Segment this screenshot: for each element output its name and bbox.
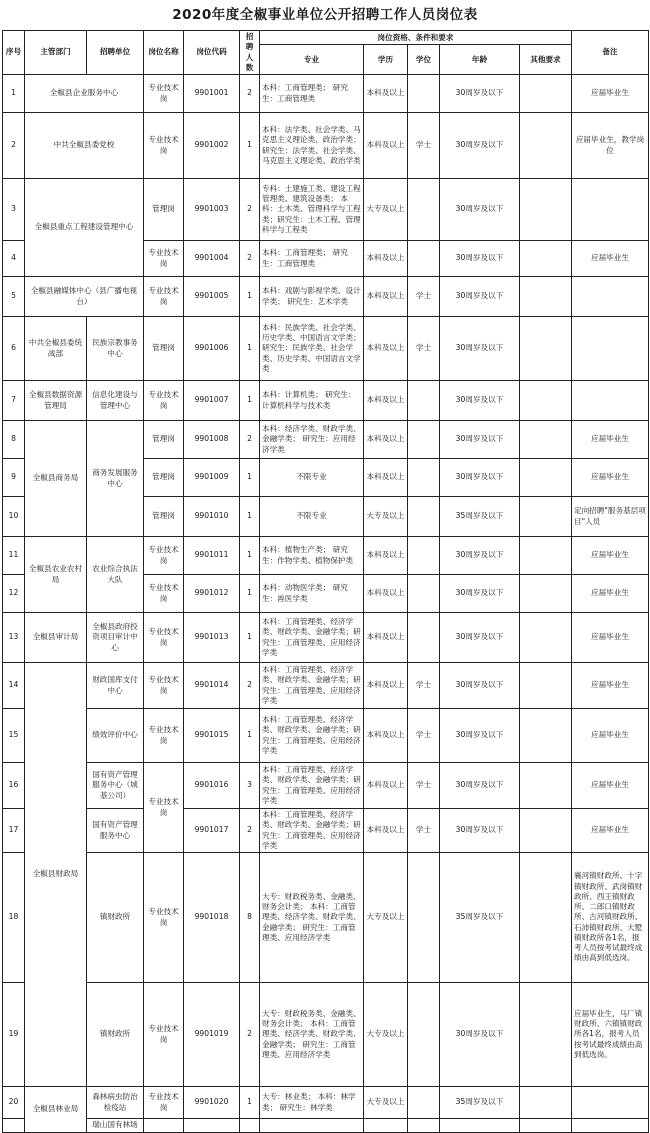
cell-unit: 镇财政所 [87,983,144,1087]
cell-num: 8 [240,853,260,983]
cell-degree: 学士 [408,317,440,381]
cell-note: 襄河镇财政所、十字镇财政所、武岗镇财政所、西王镇财政所、二郎口镇财政所、古河镇财政所、石沛镇财政所、大墅镇财政所各1名，报考人员按考试最终成绩由高到低选岗。 [572,853,649,983]
table-row [3,709,649,763]
table-row [3,75,649,113]
cell-pos: 专业技术岗 [144,853,184,983]
cell-major: 本科：工商管理类、经济学类、财政学类、金融学类；研究生：工商管理类、应用经济学类 [260,809,364,853]
cell-age: 30周岁及以下 [440,575,520,613]
cell-major: 不限专业 [260,459,364,497]
cell-code: 9901018 [184,853,240,983]
cell-degree [408,497,440,537]
cell-num: 1 [240,113,260,179]
cell-edu: 本科及以上 [364,381,408,421]
cell-major: 本科：工商管理类； 研究生：工商管理类 [260,75,364,113]
cell-unit: 国有资产管理服务中心 [87,809,144,853]
cell-num: 1 [240,575,260,613]
cell-num: 2 [240,179,260,241]
cell-note: 应届毕业生 [572,421,649,459]
table-row [3,853,649,983]
cell-dept: 全椒县企业服务中心 [25,75,144,113]
table-row [3,113,649,179]
cell-pos: 专业技术岗 [144,983,184,1087]
cell-unit: 绩效评价中心 [87,709,144,763]
cell-pos: 管理岗 [144,179,184,241]
cell-unit: 农业综合执法大队 [87,537,144,613]
cell-num: 2 [240,241,260,277]
cell-code: 9901001 [184,75,240,113]
cell-num: 1 [240,381,260,421]
cell-degree [408,1119,440,1133]
cell-age [440,1119,520,1133]
cell-code: 9901017 [184,809,240,853]
cell-age: 30周岁及以下 [440,113,520,179]
table-row [3,1119,649,1133]
cell-degree [408,983,440,1087]
col-header-other: 其他要求 [520,45,572,75]
col-header-num: 招聘人数 [240,31,260,75]
col-header-note: 备注 [572,31,649,75]
cell-note [572,1119,649,1133]
cell-degree [408,613,440,663]
cell-code: 9901019 [184,983,240,1087]
cell-unit: 瑞山国有林场 [87,1119,144,1133]
cell-other [520,381,572,421]
cell-major [260,1119,364,1133]
cell-seq [3,1119,25,1133]
col-header-pos: 岗位名称 [144,31,184,75]
cell-major: 本科：植物生产类； 研究生：作物学类、植物保护类 [260,537,364,575]
cell-seq: 16 [3,763,25,809]
cell-dept: 全椒县重点工程建设管理中心 [25,179,144,277]
cell-code: 9901014 [184,663,240,709]
cell-other [520,277,572,317]
cell-dept: 全椒县商务局 [25,421,87,537]
table-row [3,421,649,459]
cell-pos: 管理岗 [144,459,184,497]
cell-other [520,763,572,809]
cell-num: 2 [240,809,260,853]
cell-code: 9901005 [184,277,240,317]
cell-degree [408,421,440,459]
page-title: 2020年度全椒事业单位公开招聘工作人员岗位表 [172,7,478,23]
cell-other [520,537,572,575]
cell-edu [364,1119,408,1133]
cell-unit: 民族宗教事务中心 [87,317,144,381]
cell-degree: 学士 [408,663,440,709]
cell-degree [408,853,440,983]
cell-other [520,809,572,853]
cell-pos [144,1119,184,1133]
positions-table [2,30,649,1133]
cell-pos: 专业技术岗 [144,709,184,763]
cell-pos: 专业技术岗 [144,575,184,613]
col-header-age: 年龄 [440,45,520,75]
cell-dept: 全椒县审计局 [25,613,87,663]
table-row [3,179,649,241]
cell-age: 30周岁及以下 [440,983,520,1087]
cell-major: 本科：工商管理类、经济学类、财政学类、金融学类；研究生：工商管理类、应用经济学类 [260,613,364,663]
cell-other [520,1087,572,1119]
col-header-req-group: 岗位资格、条件和要求 [260,31,572,45]
cell-note: 应届毕业生 [572,575,649,613]
cell-note: 应届毕业生 [572,809,649,853]
cell-edu: 本科及以上 [364,241,408,277]
cell-edu: 本科及以上 [364,809,408,853]
cell-age: 30周岁及以下 [440,277,520,317]
cell-note: 应届毕业生 [572,709,649,763]
cell-edu: 本科及以上 [364,613,408,663]
cell-age: 30周岁及以下 [440,381,520,421]
cell-num: 1 [240,459,260,497]
cell-other [520,853,572,983]
cell-num: 1 [240,497,260,537]
cell-note: 应届毕业生 [572,241,649,277]
cell-age: 30周岁及以下 [440,317,520,381]
cell-seq: 19 [3,983,25,1087]
cell-age: 30周岁及以下 [440,421,520,459]
cell-code: 9901003 [184,179,240,241]
cell-pos: 专业技术岗 [144,663,184,709]
cell-num: 1 [240,709,260,763]
cell-seq: 17 [3,809,25,853]
cell-code: 9901010 [184,497,240,537]
cell-age: 30周岁及以下 [440,613,520,663]
cell-note: 应届毕业生，教学岗位 [572,113,649,179]
cell-major: 本科：动物医学类； 研究生：兽医学类 [260,575,364,613]
cell-degree: 学士 [408,763,440,809]
cell-major: 本科：计算机类； 研究生：计算机科学与技术类 [260,381,364,421]
cell-major: 本科：戏剧与影视学类、设计学类； 研究生：艺术学类 [260,277,364,317]
cell-seq: 9 [3,459,25,497]
cell-dept: 全椒县林业局 [25,1087,87,1133]
cell-age: 30周岁及以下 [440,763,520,809]
table-row [3,317,649,381]
cell-other [520,1119,572,1133]
cell-edu: 本科及以上 [364,277,408,317]
cell-edu: 本科及以上 [364,113,408,179]
cell-age: 35周岁及以下 [440,497,520,537]
cell-seq: 3 [3,179,25,241]
cell-edu: 本科及以上 [364,537,408,575]
cell-seq: 7 [3,381,25,421]
table-row [3,763,649,809]
cell-degree [408,1087,440,1119]
cell-major: 大专：财政税务类、金融类、财务会计类； 本科：工商管理类、经济学类、财政学类、金融学类； 研究生：工商管理类、应用经济学类 [260,983,364,1087]
cell-pos: 专业技术岗 [144,75,184,113]
table-row [3,277,649,317]
cell-seq: 11 [3,537,25,575]
cell-seq: 4 [3,241,25,277]
cell-pos: 专业技术岗 [144,1087,184,1119]
cell-seq: 18 [3,853,25,983]
cell-other [520,709,572,763]
cell-age: 30周岁及以下 [440,809,520,853]
col-header-unit: 招聘单位 [87,31,144,75]
cell-note: 应届毕业生 [572,613,649,663]
cell-num: 1 [240,537,260,575]
cell-edu: 大专及以上 [364,1087,408,1119]
cell-major: 不限专业 [260,497,364,537]
cell-unit: 商务发展服务中心 [87,421,144,537]
cell-pos: 专业技术岗 [144,277,184,317]
cell-num: 2 [240,663,260,709]
cell-other [520,497,572,537]
cell-degree [408,537,440,575]
cell-code: 9901007 [184,381,240,421]
col-header-major: 专业 [260,45,364,75]
table-row [3,1087,649,1119]
cell-other [520,179,572,241]
cell-degree [408,459,440,497]
cell-dept: 中共全椒县委统战部 [25,317,87,381]
cell-other [520,613,572,663]
cell-seq: 10 [3,497,25,537]
table-row [3,537,649,575]
cell-note: 应届毕业生 [572,459,649,497]
cell-age: 30周岁及以下 [440,709,520,763]
cell-dept: 全椒县财政局 [25,663,87,1087]
cell-other [520,421,572,459]
cell-pos: 管理岗 [144,317,184,381]
cell-edu: 本科及以上 [364,317,408,381]
cell-unit: 森林病虫防治检疫站 [87,1087,144,1119]
cell-other [520,459,572,497]
table-row [3,983,649,1087]
cell-edu: 本科及以上 [364,459,408,497]
cell-note: 应届毕业生 [572,663,649,709]
cell-code [184,1119,240,1133]
cell-other [520,241,572,277]
cell-unit: 镇财政所 [87,853,144,983]
cell-major: 本科：工商管理类； 研究生：工商管理类 [260,241,364,277]
cell-degree [408,75,440,113]
cell-major: 本科：工商管理类、经济学类、财政学类、金融学类；研究生：工商管理类、应用经济学类 [260,663,364,709]
cell-note [572,381,649,421]
cell-code: 9901009 [184,459,240,497]
cell-num: 1 [240,277,260,317]
cell-pos: 管理岗 [144,421,184,459]
cell-code: 9901015 [184,709,240,763]
cell-code: 9901006 [184,317,240,381]
cell-unit: 信息化建设与管理中心 [87,381,144,421]
cell-edu: 本科及以上 [364,421,408,459]
cell-code: 9901012 [184,575,240,613]
cell-other [520,75,572,113]
cell-unit: 国有资产管理服务中心（城基公司） [87,763,144,809]
cell-seq: 6 [3,317,25,381]
cell-age: 30周岁及以下 [440,241,520,277]
col-header-code: 岗位代码 [184,31,240,75]
cell-dept: 全椒县数据资源管理局 [25,381,87,421]
cell-other [520,575,572,613]
cell-code: 9901016 [184,763,240,809]
cell-num: 1 [240,1087,260,1119]
cell-note: 应届毕业生 [572,763,649,809]
cell-degree: 学士 [408,709,440,763]
cell-degree [408,179,440,241]
cell-pos: 专业技术岗 [144,537,184,575]
cell-major: 大专：林业类； 本科：林学类； 研究生：林学类 [260,1087,364,1119]
cell-other [520,317,572,381]
col-header-edu: 学历 [364,45,408,75]
cell-degree [408,575,440,613]
cell-major: 本科：法学类、社会学类、马克思主义理论类、政治学类；研究生：法学类、社会学类、马克思主义理论类、政治学类 [260,113,364,179]
cell-degree: 学士 [408,277,440,317]
cell-degree: 学士 [408,809,440,853]
cell-other [520,983,572,1087]
cell-seq: 5 [3,277,25,317]
table-row [3,613,649,663]
cell-degree [408,381,440,421]
cell-edu: 本科及以上 [364,709,408,763]
cell-age: 30周岁及以下 [440,75,520,113]
cell-age: 30周岁及以下 [440,459,520,497]
cell-note: 应届毕业生 [572,75,649,113]
cell-seq: 13 [3,613,25,663]
cell-edu: 本科及以上 [364,763,408,809]
cell-edu: 大专及以上 [364,853,408,983]
cell-major: 本科：工商管理类、经济学类、财政学类、金融学类；研究生：工商管理类、应用经济学类 [260,709,364,763]
cell-degree [408,241,440,277]
cell-code: 9901011 [184,537,240,575]
cell-pos: 专业技术岗 [144,763,184,853]
cell-other [520,663,572,709]
cell-age: 35周岁及以下 [440,853,520,983]
cell-num: 2 [240,75,260,113]
cell-note [572,317,649,381]
cell-code: 9901004 [184,241,240,277]
table-row [3,809,649,853]
cell-dept: 全椒县融媒体中心（县广播电视台） [25,277,144,317]
cell-code: 9901013 [184,613,240,663]
cell-dept: 全椒县农业农村局 [25,537,87,613]
cell-unit: 财政国库支付中心 [87,663,144,709]
cell-seq: 2 [3,113,25,179]
cell-note: 应届毕业生 [572,537,649,575]
cell-other [520,113,572,179]
cell-seq: 1 [3,75,25,113]
cell-major: 本科：民族学类、社会学类、历史学类、中国语言文学类；研究生：民族学类、社会学类、历史学类、中国语言文学类 [260,317,364,381]
cell-seq: 8 [3,421,25,459]
cell-num: 1 [240,613,260,663]
cell-age: 30周岁及以下 [440,179,520,241]
cell-seq: 12 [3,575,25,613]
header-row-1 [3,31,649,45]
cell-note: 定向招聘"服务基层项目"人员 [572,497,649,537]
cell-pos: 专业技术岗 [144,613,184,663]
cell-num [240,1119,260,1133]
cell-edu: 大专及以上 [364,983,408,1087]
cell-major: 专科：土建施工类、建设工程管理类、建筑设备类； 本科：土木类、管理科学与工程类；研究生：土木工程、管理科学与工程类 [260,179,364,241]
table-row [3,381,649,421]
cell-num: 2 [240,421,260,459]
cell-note [572,1087,649,1119]
cell-age: 30周岁及以下 [440,537,520,575]
cell-edu: 大专及以上 [364,497,408,537]
cell-age: 30周岁及以下 [440,663,520,709]
cell-seq: 20 [3,1087,25,1119]
cell-code: 9901008 [184,421,240,459]
cell-num: 3 [240,763,260,809]
cell-edu: 大专及以上 [364,179,408,241]
cell-note [572,277,649,317]
cell-num: 2 [240,983,260,1087]
col-header-dept: 主管部门 [25,31,87,75]
cell-edu: 本科及以上 [364,663,408,709]
cell-unit: 全椒县政府投资项目审计中心 [87,613,144,663]
cell-major: 大专：财政税务类、金融类、财务会计类； 本科：工商管理类、经济学类、财政学类、金融学类； 研究生：工商管理类、应用经济学类 [260,853,364,983]
cell-pos: 管理岗 [144,497,184,537]
cell-seq: 14 [3,663,25,709]
cell-code: 9901002 [184,113,240,179]
cell-age: 35周岁及以下 [440,1087,520,1119]
col-header-degree: 学位 [408,45,440,75]
cell-edu: 本科及以上 [364,75,408,113]
cell-degree: 学士 [408,113,440,179]
cell-edu: 本科及以上 [364,575,408,613]
table-row [3,663,649,709]
cell-seq: 15 [3,709,25,763]
cell-note [572,179,649,241]
cell-note: 应届毕业生，马厂镇财政所、六镇镇财政所各1名，报考人员按考试最终成绩由高到低选岗。 [572,983,649,1087]
cell-pos: 专业技术岗 [144,241,184,277]
col-header-seq: 序号 [3,31,25,75]
cell-dept: 中共全椒县委党校 [25,113,144,179]
cell-pos: 专业技术岗 [144,381,184,421]
cell-code: 9901020 [184,1087,240,1119]
cell-pos: 专业技术岗 [144,113,184,179]
cell-major: 本科：经济学类、财政学类、金融学类； 研究生：应用经济学类 [260,421,364,459]
cell-num: 1 [240,317,260,381]
cell-major: 本科：工商管理类、经济学类、财政学类、金融学类；研究生：工商管理类、应用经济学类 [260,763,364,809]
